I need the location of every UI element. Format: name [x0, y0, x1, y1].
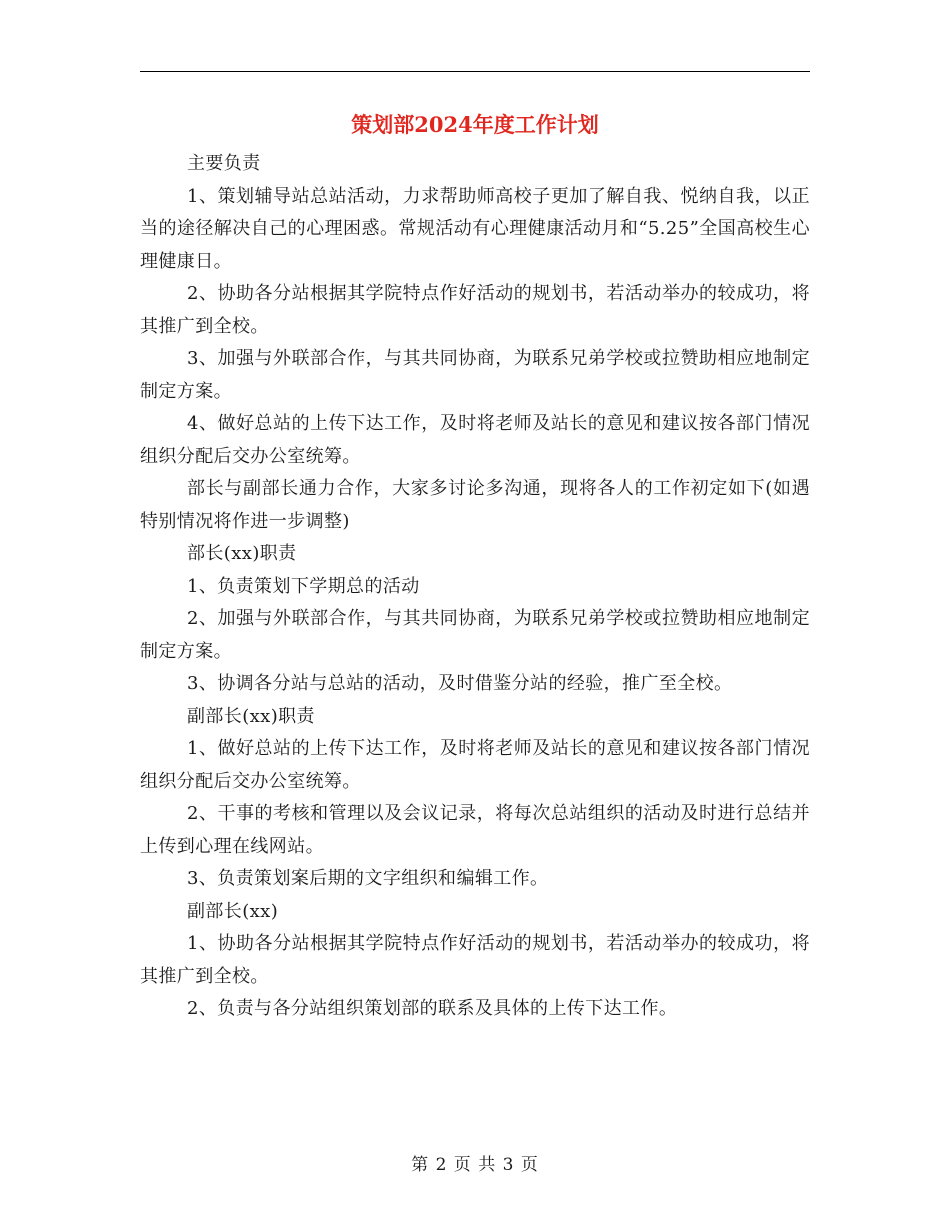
main-duty-item-1: 1、策划辅导站总站活动，力求帮助师高校子更加了解自我、悦纳自我，以正当的途径解决自己的心理困惑。常规活动有心理健康活动月和“5.25”全国高校生心理健康日。	[140, 185, 810, 272]
page-number: 第 2 页 共 3 页	[411, 1155, 539, 1175]
director-duty-item-1: 1、负责策划下学期总的活动	[187, 575, 420, 597]
main-duty-item-3: 3、加强与外联部合作，与其共同协商，为联系兄弟学校或拉赞助相应地制定制定方案。	[140, 348, 810, 402]
document-body	[140, 148, 810, 1026]
header-rule	[140, 71, 810, 72]
deputy-b-duty-item-2: 2、负责与各分站组织策划部的联系及具体的上传下达工作。	[187, 998, 678, 1019]
deputy-a-duty-item-3: 3、负责策划案后期的文字组织和编辑工作。	[187, 868, 549, 889]
deputy-a-duty-item-1: 1、做好总站的上传下达工作，及时将老师及站长的意见和建议按各部门情况组织分配后交办公室统筹。	[140, 738, 810, 792]
main-duty-item-4: 4、做好总站的上传下达工作，及时将老师及站长的意见和建议按各部门情况组织分配后交办公室统筹。	[140, 413, 810, 467]
section-heading-director: 部长(xx)职责	[187, 543, 297, 564]
division-of-work-intro: 部长与副部长通力合作，大家多讨论多沟通，现将各人的工作初定如下(如遇特别情况将作进一步调整)	[140, 478, 810, 532]
director-duty-item-3: 3、协调各分站与总站的活动，及时借鉴分站的经验，推广至全校。	[187, 673, 733, 694]
section-heading-main-duties: 主要负责	[187, 153, 261, 174]
director-duty-item-2: 2、加强与外联部合作，与其共同协商，为联系兄弟学校或拉赞助相应地制定制定方案。	[140, 608, 810, 662]
document-title: 策划部2024年度工作计划	[351, 112, 599, 137]
section-heading-deputy-director-a: 副部长(xx)职责	[187, 705, 315, 727]
deputy-b-duty-item-1: 1、协助各分站根据其学院特点作好活动的规划书，若活动举办的较成功，将其推广到全校。	[140, 933, 810, 987]
section-heading-deputy-director-b: 副部长(xx)	[187, 900, 279, 922]
main-duty-item-2: 2、协助各分站根据其学院特点作好活动的规划书，若活动举办的较成功，将其推广到全校。	[140, 283, 810, 337]
deputy-a-duty-item-2: 2、干事的考核和管理以及会议记录，将每次总站组织的活动及时进行总结并上传到心理在线网站。	[140, 803, 810, 857]
